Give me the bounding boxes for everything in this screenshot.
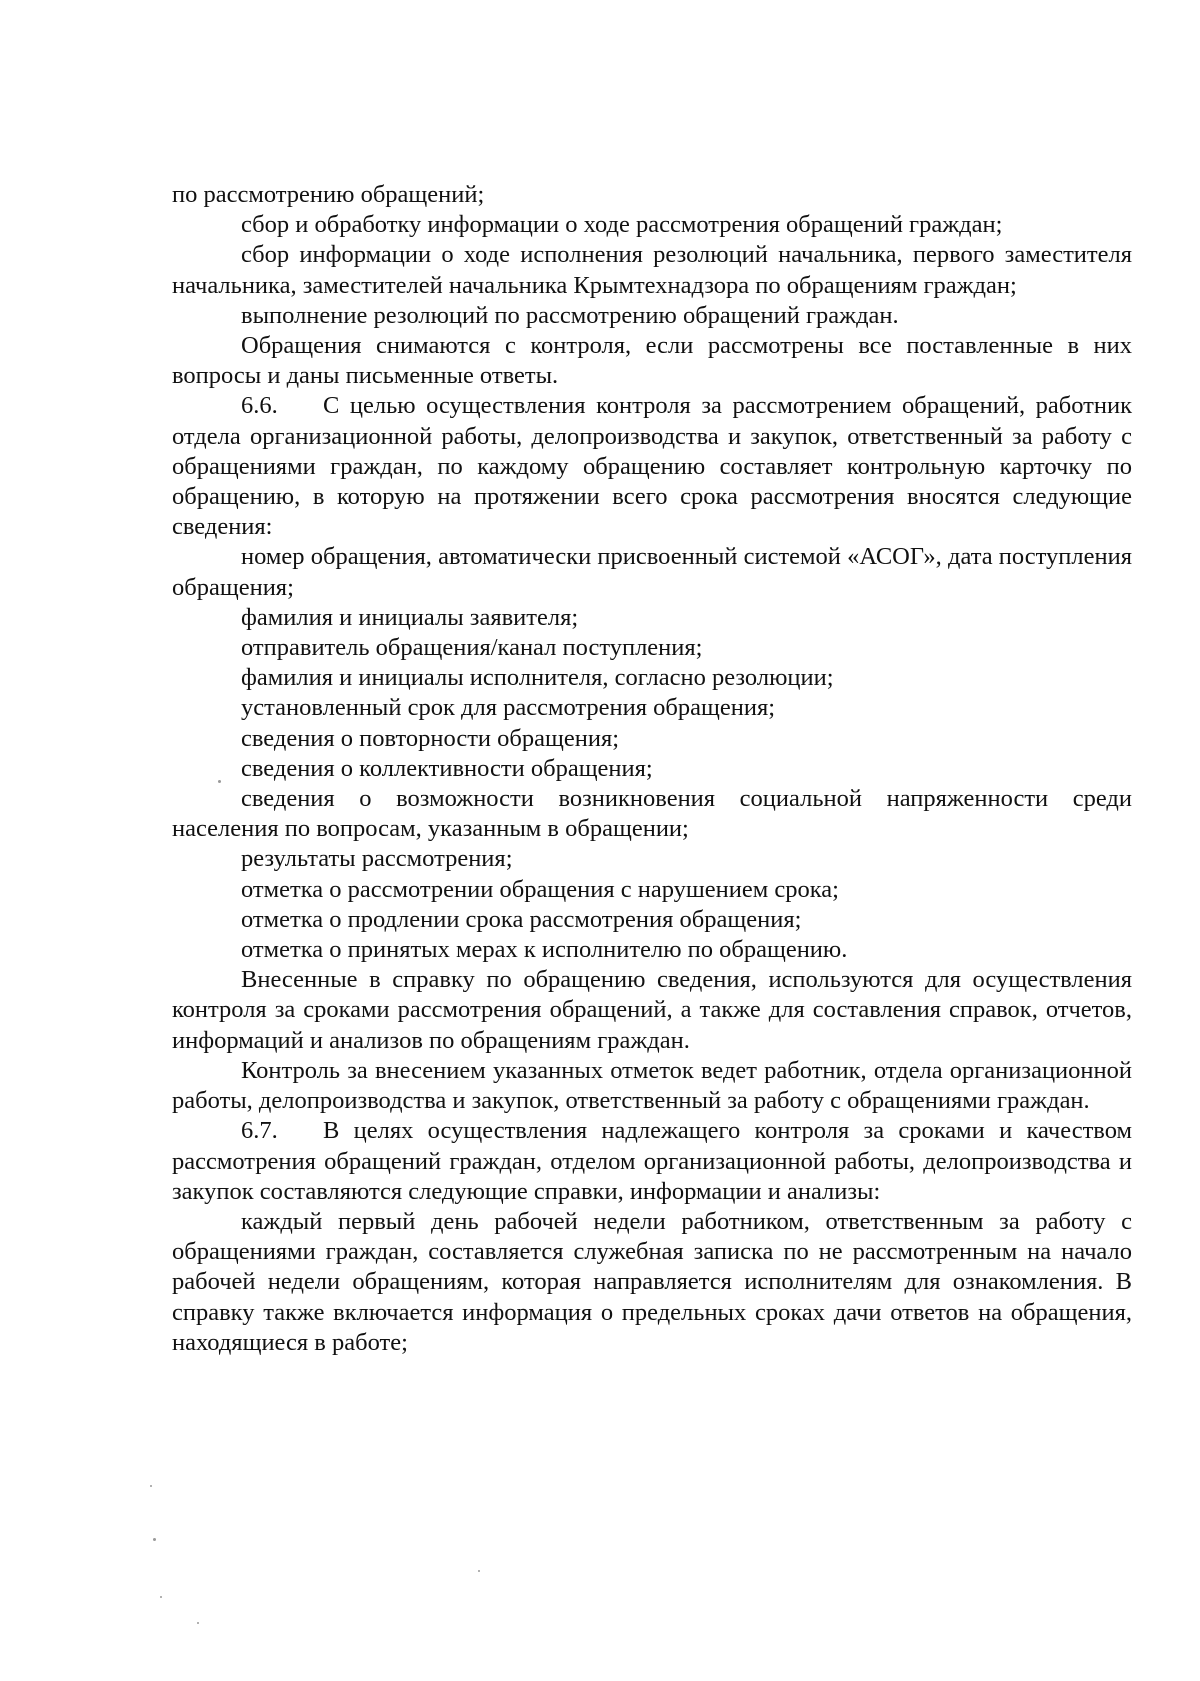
paragraph: Обращения снимаются с контроля, если рассмотрены все поставленные в них вопросы и даны письменные ответы. xyxy=(172,332,1132,390)
paragraph: номер обращения, автоматически присвоенный системой «АСОГ», дата поступления обращения; xyxy=(172,543,1132,601)
list-item: сведения о возможности возникновения социальной напряженности среди населения по вопросам, указанным в обращении; xyxy=(172,785,1132,843)
list-item: отметка о принятых мерах к исполнителю по обращению. xyxy=(241,936,848,964)
paragraph: сбор информации о ходе исполнения резолюций начальника, первого заместителя начальника, заместителей начальника Крымтехнадзора по обращениям граждан; xyxy=(172,241,1132,299)
list-item: сведения о коллективности обращения; xyxy=(241,754,653,782)
paragraph: выполнение резолюций по рассмотрению обращений граждан. xyxy=(241,301,899,329)
scan-speck xyxy=(153,1538,156,1541)
paragraph-text: С целью осуществления контроля за рассмотрением обращений, работник отдела организационной работы, делопроизводства и закупок, ответственный за работу с обращениями граждан, по каждому обращению составляет контрольную карточку по обращению, в которую на протяжении всего срока рассмотрения вносятся следующие сведения: xyxy=(172,392,1132,541)
numbered-paragraph xyxy=(172,391,1132,542)
paragraph: Внесенные в справку по обращению сведения, используются для осуществления контроля за сроками рассмотрения обращений, а также для составления справок, отчетов, информаций и анализов по обращениям граждан. xyxy=(172,966,1132,1054)
scan-speck xyxy=(160,1596,162,1598)
scan-speck xyxy=(150,1485,152,1487)
list-item: установленный срок для рассмотрения обращения; xyxy=(241,694,776,722)
scan-speck xyxy=(478,1570,480,1572)
document-body xyxy=(172,180,1132,1358)
list-item: результаты рассмотрения; xyxy=(241,845,513,873)
scan-speck xyxy=(218,780,221,783)
list-item: фамилия и инициалы исполнителя, согласно резолюции; xyxy=(241,664,834,692)
paragraph: Контроль за внесением указанных отметок ведет работник, отдела организационной работы, делопроизводства и закупок, ответственный за работу с обращениями граждан. xyxy=(172,1056,1132,1115)
paragraph: по рассмотрению обращений; xyxy=(172,181,485,208)
paragraph: каждый первый день рабочей недели работником, ответственным за работу с обращениями граждан, составляется служебная записка по не рассмотренным на начало рабочей недели обращениям, которая направляется исполнителям для ознакомления. В справку также включается информация о предельных сроках дачи ответов на обращения, находящиеся в работе; xyxy=(172,1207,1132,1356)
scan-speck xyxy=(197,1622,199,1624)
list-item: отметка о рассмотрении обращения с нарушением срока; xyxy=(241,875,839,903)
paragraph-number: 6.7. xyxy=(241,1117,278,1145)
list-item: фамилия и инициалы заявителя; xyxy=(241,603,579,631)
list-item: отметка о продлении срока рассмотрения обращения; xyxy=(241,905,802,933)
paragraph: сбор и обработку информации о ходе рассмотрения обращений граждан; xyxy=(241,211,1003,239)
paragraph-number: 6.6. xyxy=(241,392,278,420)
numbered-paragraph xyxy=(172,1116,1132,1207)
list-item: сведения о повторности обращения; xyxy=(241,724,620,752)
list-item: отправитель обращения/канал поступления; xyxy=(241,634,703,662)
paragraph-text: В целях осуществления надлежащего контроля за сроками и качеством рассмотрения обращений граждан, отделом организационной работы, делопроизводства и закупок составляются следующие справки, информации и анализы: xyxy=(172,1117,1132,1205)
